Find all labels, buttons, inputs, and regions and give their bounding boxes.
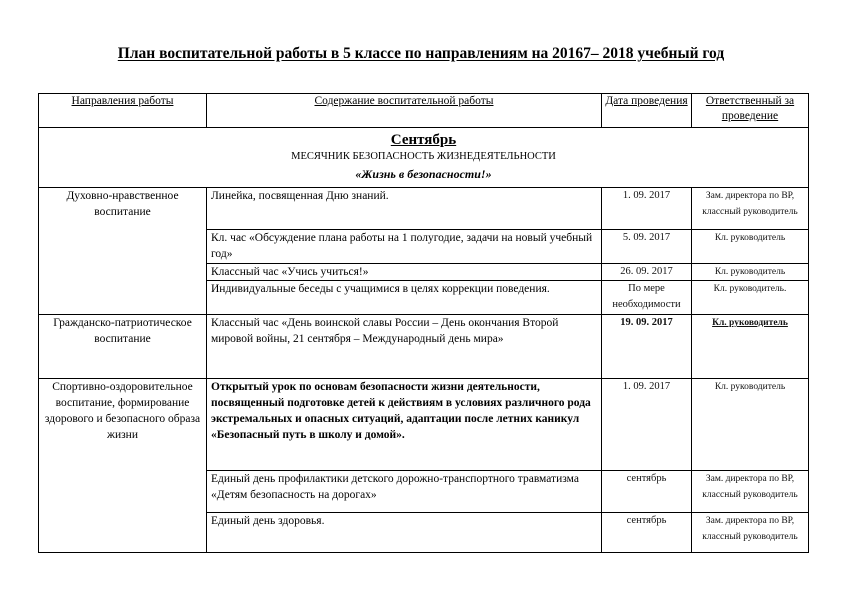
header-content: Содержание воспитательной работы (207, 94, 602, 128)
date-cell: 19. 09. 2017 (602, 315, 692, 379)
content-cell: Открытый урок по основам безопасности жизни деятельности, посвященный подготовке детей к действиям в условиях различного рода экстремальных и опасных ситуаций, адаптации после летних каникул «Безопасный путь в школу и домой». (207, 379, 602, 471)
content-cell: Классный час «Учись учиться!» (207, 264, 602, 281)
table-row (39, 315, 809, 379)
plan-table (38, 93, 809, 553)
content-cell: Единый день профилактики детского дорожно-транспортного травматизма «Детям безопасность на дорогах» (207, 471, 602, 513)
table-header-row (39, 94, 809, 128)
month-name: Сентябрь (390, 132, 457, 148)
direction-cell: Гражданско-патриотическое воспитание (39, 315, 207, 379)
direction-cell: Духовно-нравственное воспитание (39, 188, 207, 315)
content-cell: Классный час «День воинской славы России – День окончания Второй мировой войны, 21 сентября – Международный день мира» (207, 315, 602, 379)
responsible-cell: Зам. директора по ВР, классный руководитель (692, 513, 809, 553)
content-cell: Кл. час «Обсуждение плана работы на 1 полугодие, задачи на новый учебный год» (207, 230, 602, 264)
date-cell: 1. 09. 2017 (602, 188, 692, 230)
responsible-cell: Кл. руководитель. (692, 281, 809, 315)
month-subtitle: МЕСЯЧНИК БЕЗОПАСНОСТЬ ЖИЗНЕДЕЯТЕЛЬНОСТИ (291, 151, 556, 162)
header-direction: Направления работы (39, 94, 207, 128)
table-row (39, 188, 809, 230)
responsible-cell: Кл. руководитель (692, 379, 809, 471)
date-cell: 1. 09. 2017 (602, 379, 692, 471)
date-cell: 5. 09. 2017 (602, 230, 692, 264)
responsible-cell: Зам. директора по ВР, классный руководитель (692, 471, 809, 513)
responsible-cell: Кл. руководитель (692, 315, 809, 379)
content-cell: Единый день здоровья. (207, 513, 602, 553)
content-cell: Индивидуальные беседы с учащимися в целях коррекции поведения. (207, 281, 602, 315)
header-responsible: Ответственный за проведение (692, 94, 809, 128)
content-cell: Линейка, посвященная Дню знаний. (207, 188, 602, 230)
month-row (39, 128, 809, 188)
date-cell: 26. 09. 2017 (602, 264, 692, 281)
header-date: Дата проведения (602, 94, 692, 128)
date-cell: сентябрь (602, 471, 692, 513)
table-row (39, 379, 809, 471)
responsible-cell: Зам. директора по ВР, классный руководитель (692, 188, 809, 230)
date-cell: По мере необходимости (602, 281, 692, 315)
responsible-cell: Кл. руководитель (692, 230, 809, 264)
month-slogan: «Жизнь в безопасности!» (355, 167, 492, 181)
responsible-cell: Кл. руководитель (692, 264, 809, 281)
page-title: План воспитательной работы в 5 классе по направлениям на 20167– 2018 учебный год (117, 45, 725, 62)
direction-cell: Спортивно-оздоровительное воспитание, формирование здорового и безопасного образа жизни (39, 379, 207, 553)
date-cell: сентябрь (602, 513, 692, 553)
